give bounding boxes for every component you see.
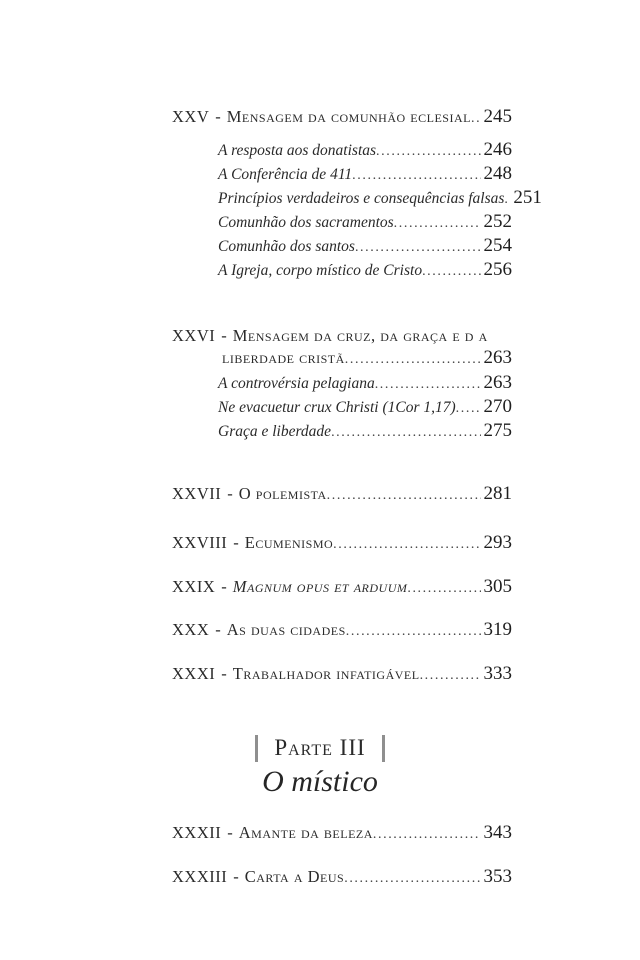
subentry-title: Comunhão dos sacramentos xyxy=(218,214,394,231)
dot-leader xyxy=(422,260,480,283)
toc-subentry xyxy=(218,235,512,259)
chapter-title: Trabalhador infatigável xyxy=(232,664,420,683)
page-number: 246 xyxy=(483,139,512,160)
page-number: 281 xyxy=(483,483,512,504)
chapter-title: Carta a Deus xyxy=(244,867,345,886)
chapter-numeral: XXXI xyxy=(172,664,216,683)
dot-leader xyxy=(333,532,480,556)
toc-subentry xyxy=(218,420,512,444)
chapter-title: Mensagem da comunhão eclesial xyxy=(226,107,471,126)
chapter-title: O polemista xyxy=(238,484,327,503)
chapter-numeral: XXVII xyxy=(172,484,222,503)
subentry-title: Princípios verdadeiros e consequências falsas xyxy=(218,190,505,207)
separator: - xyxy=(221,326,227,345)
page-number: 319 xyxy=(483,619,512,640)
chapter-numeral: XXVIII xyxy=(172,533,228,552)
part-label: Parte III xyxy=(274,735,366,760)
dot-leader xyxy=(331,421,480,444)
page-number: 305 xyxy=(483,576,512,597)
dot-leader xyxy=(420,663,481,687)
page-number: 248 xyxy=(483,163,512,184)
separator: - xyxy=(233,533,239,552)
toc-entry-xxv xyxy=(172,106,512,130)
dot-leader xyxy=(344,866,480,890)
separator: - xyxy=(215,620,221,639)
toc-entry-xxxii xyxy=(172,822,512,846)
toc-subentry xyxy=(218,259,512,283)
left-bar-ornament xyxy=(255,735,258,762)
chapter-numeral: XXXII xyxy=(172,823,222,842)
page-number: 263 xyxy=(483,347,512,368)
toc-subentry xyxy=(218,163,512,187)
chapter-title: Magnum opus et arduum xyxy=(232,577,408,596)
toc-subentry xyxy=(218,139,512,163)
subentry-title: A controvérsia pelagiana xyxy=(218,375,375,392)
dot-leader xyxy=(345,347,481,371)
page-number: 251 xyxy=(513,187,542,208)
dot-leader xyxy=(394,212,481,235)
chapter-numeral: XXIX xyxy=(172,577,216,596)
toc-entry-xxxi xyxy=(172,663,512,687)
chapter-title-line2: liberdade cristã xyxy=(222,348,345,367)
page-number: 275 xyxy=(483,420,512,441)
toc-subentry xyxy=(218,396,512,420)
subentry-title: Comunhão dos santos xyxy=(218,238,355,255)
separator: - xyxy=(227,823,233,842)
separator: - xyxy=(221,577,227,596)
chapter-title: Ecumenismo xyxy=(244,533,334,552)
toc-entry-xxvii xyxy=(172,483,512,507)
toc-subentry xyxy=(218,211,512,235)
page-number: 270 xyxy=(483,396,512,417)
dot-leader xyxy=(346,619,481,643)
page-number: 256 xyxy=(483,259,512,280)
toc-entry-xxxiii xyxy=(172,866,512,890)
separator: - xyxy=(221,664,227,683)
chapter-title-line1: Mensagem da cruz, da graça e d a xyxy=(232,326,488,345)
subentry-title: Graça e liberdade xyxy=(218,423,332,440)
part-heading xyxy=(0,732,640,764)
page-number: 252 xyxy=(483,211,512,232)
toc-subentry xyxy=(218,187,542,211)
chapter-title: As duas cidades xyxy=(226,620,346,639)
dot-leader xyxy=(456,397,481,420)
toc-entry-xxviii xyxy=(172,532,512,556)
page-number: 263 xyxy=(483,372,512,393)
page-number: 333 xyxy=(483,663,512,684)
chapter-numeral: XXV xyxy=(172,107,210,126)
chapter-numeral: XXX xyxy=(172,620,210,639)
subentry-title: Ne evacuetur crux Christi (1Cor 1,17) xyxy=(218,399,456,416)
page-number: 254 xyxy=(483,235,512,256)
dot-leader xyxy=(373,822,481,846)
dot-leader xyxy=(375,373,481,396)
right-bar-ornament xyxy=(382,735,385,762)
page-number: 343 xyxy=(483,822,512,843)
dot-leader xyxy=(471,106,481,130)
page-number: 245 xyxy=(483,106,512,127)
chapter-numeral: XXXIII xyxy=(172,867,228,886)
subentry-title: A Conferência de 411 xyxy=(218,166,353,183)
dot-leader xyxy=(355,236,481,259)
toc-entry-xxvi xyxy=(172,325,512,347)
separator: - xyxy=(233,867,239,886)
dot-leader xyxy=(407,576,480,600)
toc-subentry xyxy=(218,372,512,396)
toc-entry-xxvi-continued xyxy=(222,347,512,371)
toc-entry-xxx xyxy=(172,619,512,643)
dot-leader xyxy=(352,164,480,187)
separator: - xyxy=(227,484,233,503)
chapter-title: Amante da beleza xyxy=(238,823,373,842)
chapter-numeral: XXVI xyxy=(172,326,216,345)
subentry-title: A resposta aos donatistas xyxy=(218,142,377,159)
part-subtitle: O místico xyxy=(262,765,378,798)
separator: - xyxy=(215,107,221,126)
dot-leader xyxy=(376,140,480,163)
page-number: 353 xyxy=(483,866,512,887)
page-number: 293 xyxy=(483,532,512,553)
dot-leader xyxy=(327,483,481,507)
subentry-title: A Igreja, corpo místico de Cristo xyxy=(218,262,423,279)
toc-entry-xxix xyxy=(172,576,512,600)
